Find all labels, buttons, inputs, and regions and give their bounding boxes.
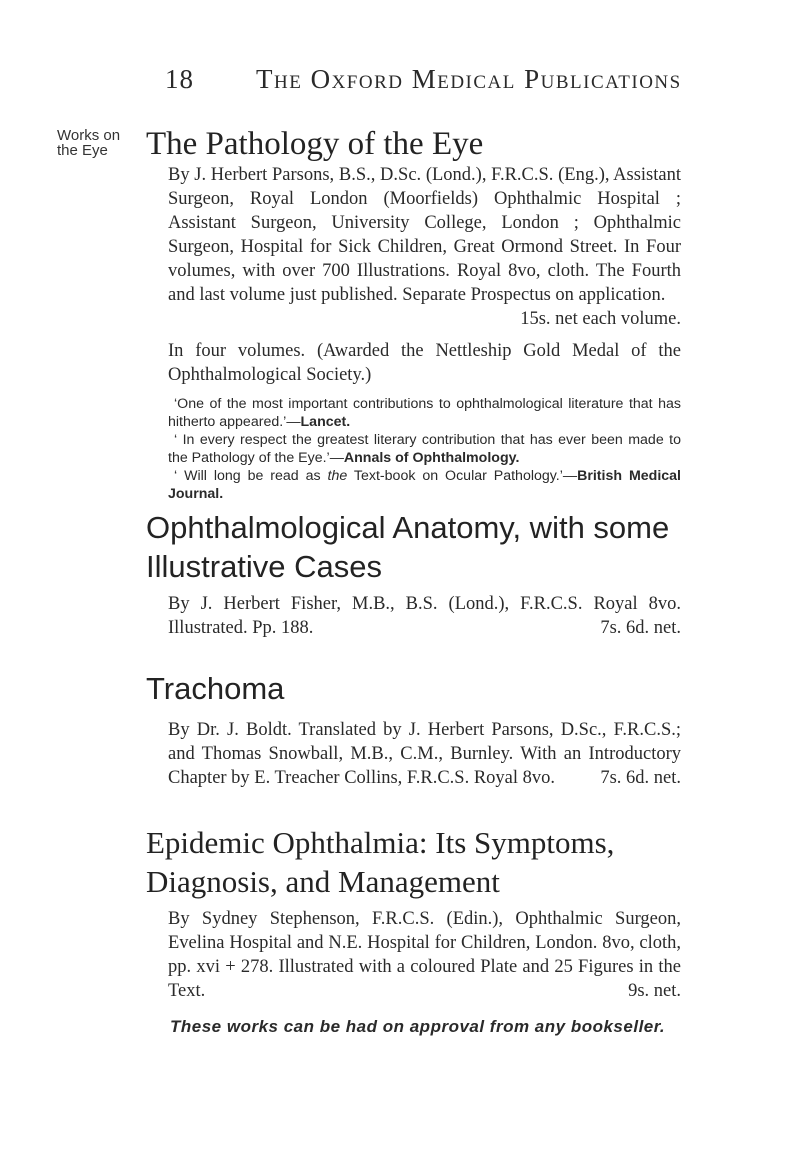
review-item: ‘One of the most important contributions to ophthalmological literature that has hitherto appeared.’—Lancet.: [168, 396, 681, 430]
review-list: [168, 395, 681, 503]
price: 15s. net each volume.: [520, 309, 681, 329]
entry-title: Ophthalmological Anatomy, with some Illustrative Cases: [146, 510, 670, 584]
entry-pathology-of-the-eye: [146, 125, 681, 503]
review-item: ‘ In every respect the greatest literary contribution that has ever been made to the Pathology of the Eye.’—Annals of Ophthalmology.: [168, 432, 681, 466]
entry-title: Trachoma: [146, 671, 285, 706]
price: 9s. net.: [628, 981, 681, 1001]
entry-ophthalmological-anatomy: [146, 508, 681, 640]
running-title: The Oxford Medical Publications: [256, 64, 682, 94]
author-text: By J. Herbert Parsons, B.S., D.Sc. (Lond.), F.R.C.S. (Eng.), Assistant Surgeon, Royal London (Moorfields) Ophthalmic Hospital ; Assistant Surgeon, University College, London ; Ophthalmic Surgeon, Hospital for Sick Children, Great Ormond Street. In Four volumes, with over 700 Illustrations. Royal 8vo, cloth. The Fourth and last volume just published. Separate Prospectus on application.: [168, 165, 681, 305]
side-note: Works on the Eye: [57, 127, 121, 159]
entry-description: [146, 163, 681, 503]
price: 7s. 6d. net.: [600, 768, 681, 788]
award-note: In four volumes. (Awarded the Nettleship Gold Medal of the Ophthalmological Society.): [168, 341, 681, 385]
review-item: ‘ Will long be read as the Text-book on Ocular Pathology.’—British Medical Journal.: [168, 468, 681, 502]
entry-epidemic-ophthalmia: [146, 823, 681, 1003]
footer-note: These works can be had on approval from any bookseller.: [170, 1017, 666, 1036]
price: 7s. 6d. net.: [600, 618, 681, 638]
running-header: [0, 64, 800, 104]
author-text: By Dr. J. Boldt. Translated by J. Herbert Parsons, D.Sc., F.R.C.S.; and Thomas Snowball, M.B., C.M., Burnley. With an Introductory Chapter by E. Treacher Collins, F.R.C.S. Royal 8vo.: [168, 720, 681, 788]
page-number: 18: [165, 64, 194, 94]
entry-description: [146, 718, 681, 790]
author-text: By Sydney Stephenson, F.R.C.S. (Edin.), Ophthalmic Surgeon, Evelina Hospital and N.E. Hospital for Children, London. 8vo, cloth, pp. xvi + 278. Illustrated with a coloured Plate and 25 Figures in the Text.: [168, 909, 681, 1001]
author-text: By J. Herbert Fisher, M.B., B.S. (Lond.), F.R.C.S. Royal 8vo. Illustrated. Pp. 188.: [168, 594, 681, 638]
entry-title: Epidemic Ophthalmia: Its Symptoms, Diagnosis, and Management: [146, 825, 615, 899]
entry-description: [146, 907, 681, 1003]
entry-description: [146, 592, 681, 640]
entry-trachoma: [146, 670, 681, 790]
entry-title: The Pathology of the Eye: [146, 126, 484, 162]
